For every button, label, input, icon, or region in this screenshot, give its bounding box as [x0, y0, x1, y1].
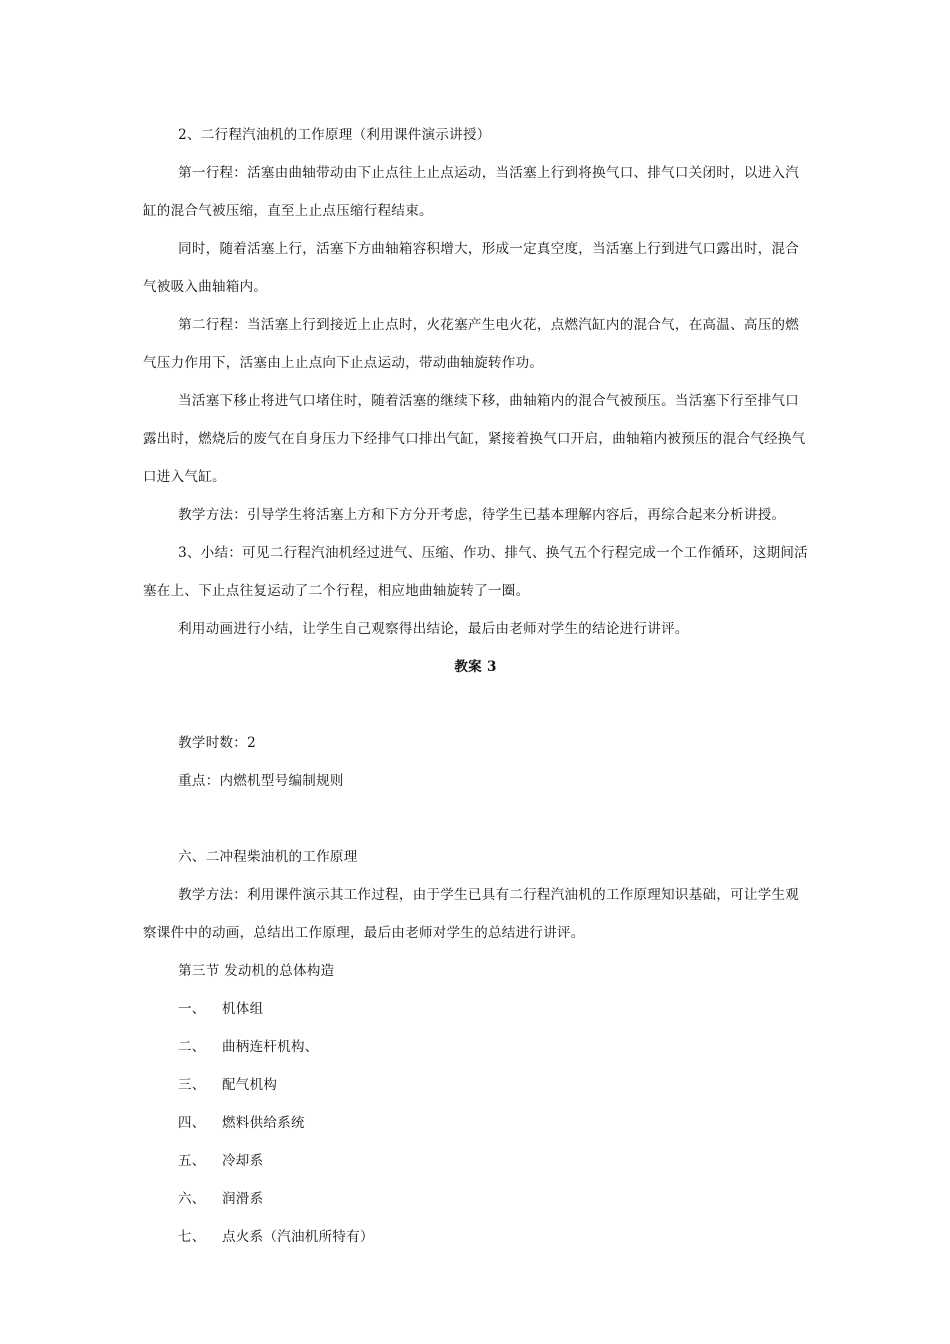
list-label: 机体组	[222, 1001, 264, 1017]
list-label: 点火系（汽油机所特有）	[222, 1229, 374, 1245]
list-item	[143, 1028, 808, 1066]
paragraph-animation: 利用动画进行小结，让学生自己观察得出结论，最后由老师对学生的结论进行讲评。	[178, 621, 689, 637]
document-body	[143, 116, 808, 1256]
spacer	[143, 686, 808, 724]
list-number: 六、	[178, 1191, 206, 1207]
spacer	[143, 800, 808, 838]
list-label: 曲柄连杆机构、	[222, 1039, 319, 1055]
lesson-focus: 重点：内燃机型号编制规则	[178, 773, 344, 789]
list-label: 燃料供给系统	[222, 1115, 305, 1131]
list-number: 三、	[178, 1077, 206, 1093]
list-item	[143, 1218, 808, 1256]
paragraph-summary: 3、小结：可见二行程汽油机经过进气、压缩、作功、排气、换气五个行程完成一个工作循环，这期间活塞在上、下止点往复运动了二个行程，相应地曲轴旋转了一圈。	[143, 545, 808, 599]
list-number: 五、	[178, 1153, 206, 1169]
list-item	[143, 990, 808, 1028]
list-number: 一、	[178, 1001, 206, 1017]
list-item	[143, 1142, 808, 1180]
section-heading: 六、二冲程柴油机的工作原理	[178, 849, 358, 865]
list-label: 配气机构	[222, 1077, 278, 1093]
list-item	[143, 1066, 808, 1104]
paragraph-method: 教学方法：引导学生将活塞上方和下方分开考虑，待学生已基本理解内容后，再综合起来分析讲授。	[178, 507, 786, 523]
list-item	[143, 1180, 808, 1218]
list-label: 润滑系	[222, 1191, 264, 1207]
list-label: 冷却系	[222, 1153, 264, 1169]
lesson-title: 教案 3	[454, 659, 497, 675]
paragraph-meanwhile: 同时，随着活塞上行，活塞下方曲轴箱容积增大，形成一定真空度，当活塞上行到进气口露出时，混合气被吸入曲轴箱内。	[143, 241, 800, 295]
section-heading: 2、二行程汽油机的工作原理（利用课件演示讲授）	[178, 127, 491, 143]
list-number: 二、	[178, 1039, 206, 1055]
list-number: 四、	[178, 1115, 206, 1131]
paragraph-method: 教学方法：利用课件演示其工作过程，由于学生已具有二行程汽油机的工作原理知识基础，可让学生观察课件中的动画，总结出工作原理，最后由老师对学生的总结进行讲评。	[143, 887, 800, 941]
paragraph-stroke2: 第二行程：当活塞上行到接近上止点时，火花塞产生电火花，点燃汽缸内的混合气，在高温、高压的燃气压力作用下，活塞由上止点向下止点运动，带动曲轴旋转作功。	[143, 317, 800, 371]
section-heading: 第三节 发动机的总体构造	[178, 963, 335, 979]
paragraph-down: 当活塞下移止将进气口堵住时，随着活塞的继续下移，曲轴箱内的混合气被预压。当活塞下行至排气口露出时，燃烧后的废气在自身压力下经排气口排出气缸，紧接着换气口开启，曲轴箱内被预压的混合气经换气口进入气缸。	[143, 393, 806, 485]
list-number: 七、	[178, 1229, 206, 1245]
list-item	[143, 1104, 808, 1142]
paragraph-stroke1: 第一行程：活塞由曲轴带动由下止点往上止点运动，当活塞上行到将换气口、排气口关闭时，以进入汽缸的混合气被压缩，直至上止点压缩行程结束。	[143, 165, 800, 219]
lesson-hours: 教学时数：2	[178, 735, 256, 751]
